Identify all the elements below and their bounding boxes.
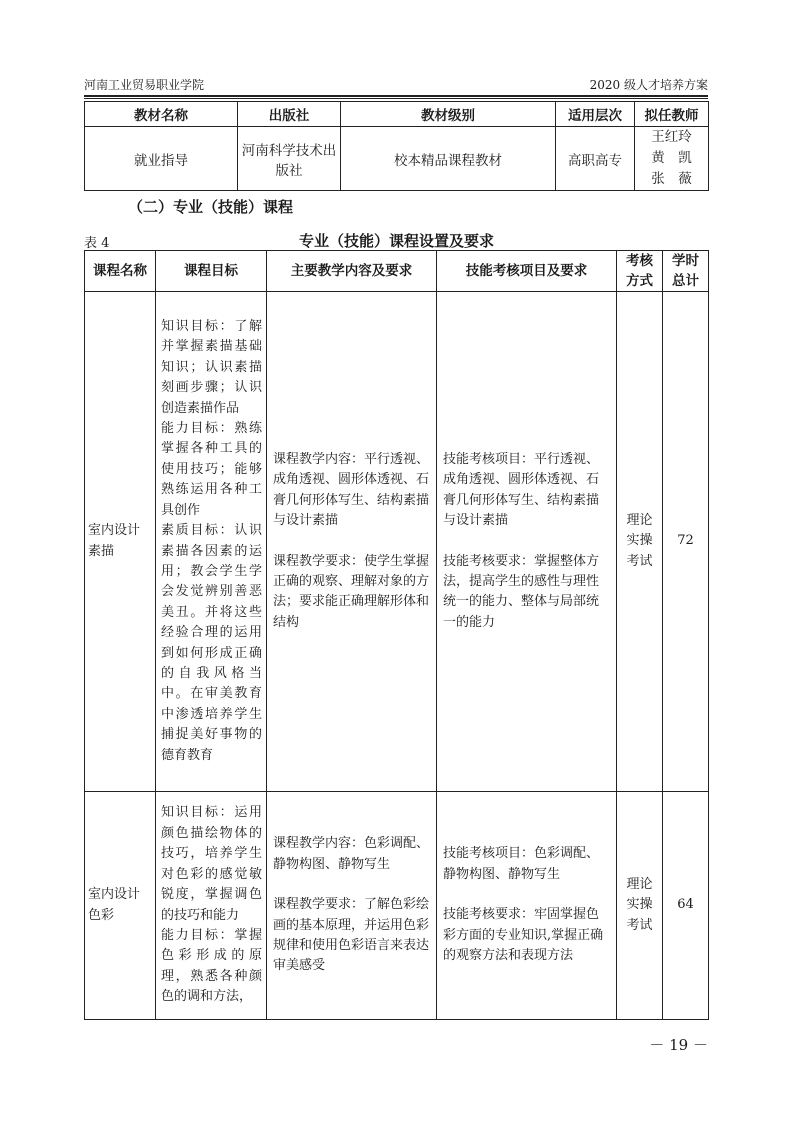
course-goals-text: 知识目标：了解并掌握素描基础知识；认识素描刻画步骤；认识创造素描作品 能力目标：熟练掌握各种工具的使用技巧；能够熟练运用各种工具创作 素质目标：认识素描各因素的运用；教会学生学会发觉辨别善恶美丑。并将这些经验合理的运用到如何形成正确的自我风格当中。在审美教育中渗透培养学生捕捉美好事物的德育教育 [161,319,262,763]
col-header-publisher: 出版社 [238,102,341,127]
table-row [85,292,709,792]
content-requirements: 课程教学要求：了解色彩绘画的基本原理，并运用色彩规律和使用色彩语言来表达审美感受 [273,897,430,974]
courses-table [84,250,709,1020]
book-publisher: 河南科学技术出版社 [238,127,341,191]
course-goals [156,792,267,1020]
book-level: 校本精品课程教材 [341,127,556,191]
col-header-book-name: 教材名称 [85,102,238,127]
book-teachers [635,127,709,191]
textbook-table [84,101,709,191]
col-header-teachers: 拟任教师 [635,102,709,127]
skill-assessment [437,292,617,792]
skill-items: 技能考核项目：平行透视、成角透视、圆形体透视、石膏几何形体写生、结构素描与设计素描 [443,451,600,529]
col-header-scope: 适用层次 [556,102,635,127]
col-header-course-name: 课程名称 [85,251,156,292]
col-header-exam-method [617,251,663,292]
course-content [267,292,437,792]
exam-method-text: 理论实操考试 [626,512,653,569]
header-document-title: 2020 级人才培养方案 [589,78,708,92]
total-hours: 64 [663,792,709,1020]
page-number: － 19 － [649,1036,708,1054]
table-caption: 专业（技能）课程设置及要求 [298,232,494,250]
course-content [267,792,437,1020]
exam-method [617,292,663,792]
table-row [85,792,709,1020]
book-name: 就业指导 [85,127,238,191]
book-scope: 高职高专 [556,127,635,191]
content-items: 课程教学内容：色彩调配、静物构图、静物写生 [273,836,430,872]
course-name-text: 室内设计色彩 [88,887,141,923]
teacher-name: 王红玲 [651,129,692,145]
course-name [85,292,156,792]
course-goals [156,292,267,792]
col-header-total-hours [663,251,709,292]
col-header-skill-assessment: 技能考核项目及要求 [437,251,617,292]
content-items: 课程教学内容：平行透视、成角透视、圆形体透视、石膏几何形体写生、结构素描与设计素描 [273,451,430,529]
exam-method-text: 理论实操考试 [626,876,653,933]
exam-method-label: 考核方式 [626,253,653,289]
skill-assessment [437,792,617,1020]
course-name-text: 室内设计素描 [88,523,141,559]
section-title: （二）专业（技能）课程 [128,198,294,216]
courses-table-header [85,251,709,292]
skill-requirements: 技能考核要求：掌握整体方法，提高学生的感性与理性统一的能力、整体与局部统一的能力 [443,553,600,630]
teacher-name: 黄 凯 [651,150,692,166]
teacher-name: 张 薇 [651,171,692,187]
total-hours-label: 学时总计 [672,253,699,289]
col-header-main-content: 主要教学内容及要求 [267,251,437,292]
header-rule-thick [84,95,708,97]
skill-requirements: 技能考核要求：牢固掌握色彩方面的专业知识,掌握正确的观察方法和表现方法 [443,907,604,964]
textbook-table-header [85,102,709,127]
header-school-name: 河南工业贸易职业学院 [84,78,205,92]
course-name [85,792,156,1020]
total-hours: 72 [663,292,709,792]
skill-items: 技能考核项目：色彩调配、静物构图、静物写生 [443,846,600,882]
col-header-course-goals: 课程目标 [156,251,267,292]
col-header-book-level: 教材级别 [341,102,556,127]
exam-method [617,792,663,1020]
table-number: 表 4 [84,236,110,251]
course-goals-text: 知识目标：运用颜色描绘物体的技巧，培养学生对色彩的感觉敏锐度，掌握调色的技巧和能力 能力目标：掌握色彩形成的原理，熟悉各种颜色的调和方法， [161,805,262,1005]
table-row [85,127,709,191]
content-requirements: 课程教学要求：使学生掌握正确的观察、理解对象的方法；要求能正确理解形体和结构 [273,553,430,630]
header-rule-thin [84,98,708,99]
